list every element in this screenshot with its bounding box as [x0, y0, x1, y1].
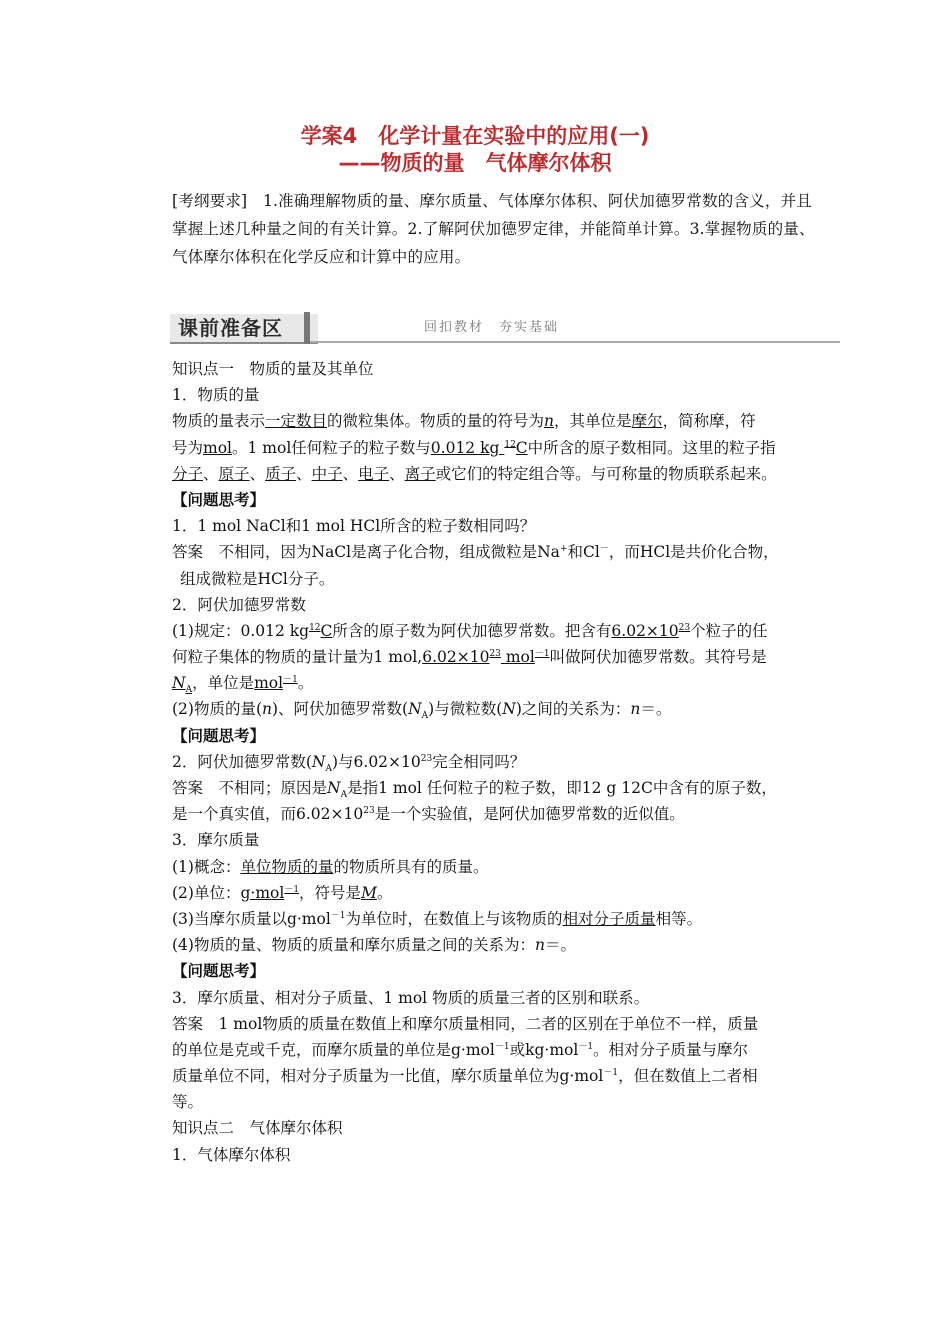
section-banner	[168, 312, 840, 344]
question-3: 3．摩尔质量、相对分子质量、1 mol 物质的质量三者的区别和联系。	[172, 988, 650, 1007]
answer-3-line3: 质量单位不同，相对分子质量为一比值，摩尔质量单位为g·mol$^{-1}$，但在数值上二者相	[172, 1067, 758, 1086]
requirements-label: [考纲要求]	[172, 192, 248, 210]
banner-rule	[310, 341, 840, 343]
page-title: 学案4 化学计量在实验中的应用(一)	[300, 124, 650, 148]
kp1-s2-title: 2．阿伏加德罗常数	[172, 595, 306, 614]
kp1-s3-title: 3．摩尔质量	[172, 831, 260, 850]
banner-title: 课前准备区	[170, 314, 318, 344]
kp1-s3-p4: (4)物质的量、物质的质量和摩尔质量之间的关系为：n＝。	[172, 936, 576, 955]
banner-divider	[304, 312, 310, 344]
kp1-s3-p1: (1)概念：单位物质的量的物质所具有的质量。	[172, 857, 489, 876]
kp1-s2-p2: 何粒子集体的物质的量计量为1 $mol,6.02\times 10^{23}$ mol$^{-1}$叫做阿伏加德罗常数。其符号是	[172, 648, 767, 667]
kp1-s1-title: 1．物质的量	[172, 386, 260, 405]
kp1-heading: 知识点一 物质的量及其单位	[172, 360, 374, 378]
kp2-s1-title: 1．气体摩尔体积	[172, 1145, 291, 1164]
answer-3-line1: 答案 1 mol物质的质量在数值上和摩尔质量相同，二者的区别在于单位不一样，质量	[172, 1014, 759, 1033]
answer-2-line2: 是一个真实值，而$6.02\times 10^{23}$是一个实验值，是阿伏加德罗常数的近似值。	[172, 805, 685, 824]
kp1-s2-p4: (2)物质的量(n)、阿伏加德罗常数$(N_A)$与微粒数(N)之间的关系为：n＝。	[172, 700, 672, 722]
kp1-s3-p2: (2)单位：g·mol$^{-1}$，符号是M。	[172, 883, 393, 902]
answer-3-line4: 等。	[172, 1093, 204, 1112]
answer-1-line1: 答案 不相同，因为NaCl是离子化合物，组成微粒是Na+和Cl－，而HCl是共价化合物，	[172, 543, 779, 562]
think-label-3: 【问题思考】	[172, 961, 266, 981]
question-2: 2．阿伏加德罗常数$(N_A)$与$6.02\times 10^{23}$完全相同吗？	[172, 752, 526, 774]
requirements-paragraph	[172, 187, 818, 271]
answer-3-line2: 的单位是克或千克，而摩尔质量的单位是g·mol$^{-1}$或kg·mol$^{-1}$。相对分子质量与摩尔	[172, 1040, 749, 1059]
page-subtitle: ——物质的量 气体摩尔体积	[338, 151, 612, 175]
content-body	[172, 356, 822, 1168]
kp1-s2-p1: (1)规定：0.012 $kg^{12}C$所含的原子数为阿伏加德罗常数。把含有$6.02\times 10^{23}$个粒子的任	[172, 621, 768, 640]
think-label-2: 【问题思考】	[172, 725, 266, 745]
banner-subtitle: 回扣教材 夯实基础	[424, 320, 560, 335]
kp1-p1: 物质的量表示一定数目的微粒集体。物质的量的符号为n，其单位是摩尔，简称摩，符	[172, 412, 756, 431]
answer-2-line1: 答案 不相同；原因是$N_A$是指1 mol 任何粒子的粒子数，即12 g 12C中含有的原子数，	[172, 779, 777, 801]
kp1-p2: 号为mol。1 mol任何粒子的粒子数与0.012 kg $^{12}$C中所含的原子数相同。这里的粒子指	[172, 438, 776, 457]
answer-1-line2: 组成微粒是HCl分子。	[180, 569, 335, 588]
question-1: 1．1 mol NaCl和1 mol HCl所含的粒子数相同吗？	[172, 517, 536, 536]
think-label-1: 【问题思考】	[172, 489, 266, 509]
requirements-text: 1.准确理解物质的量、摩尔质量、气体摩尔体积、阿伏加德罗常数的含义，并且掌握上述几种量之间的有关计算。2.了解阿伏加德罗定律，并能简单计算。3.掌握物质的量、气体摩尔体积在化学反应和计算中的应用。	[172, 192, 815, 266]
kp1-s2-p3: $N_A$，单位是mol$^{-1}$。	[172, 674, 314, 696]
kp2-heading: 知识点二 气体摩尔体积	[172, 1119, 343, 1138]
kp1-s3-p3: (3)当摩尔质量以g·mol$^{-1}$为单位时，在数值上与该物质的相对分子质量相等。	[172, 909, 703, 928]
kp1-p3: 分子、原子、质子、中子、电子、离子或它们的特定组合等。与可称量的物质联系起来。	[172, 464, 777, 483]
